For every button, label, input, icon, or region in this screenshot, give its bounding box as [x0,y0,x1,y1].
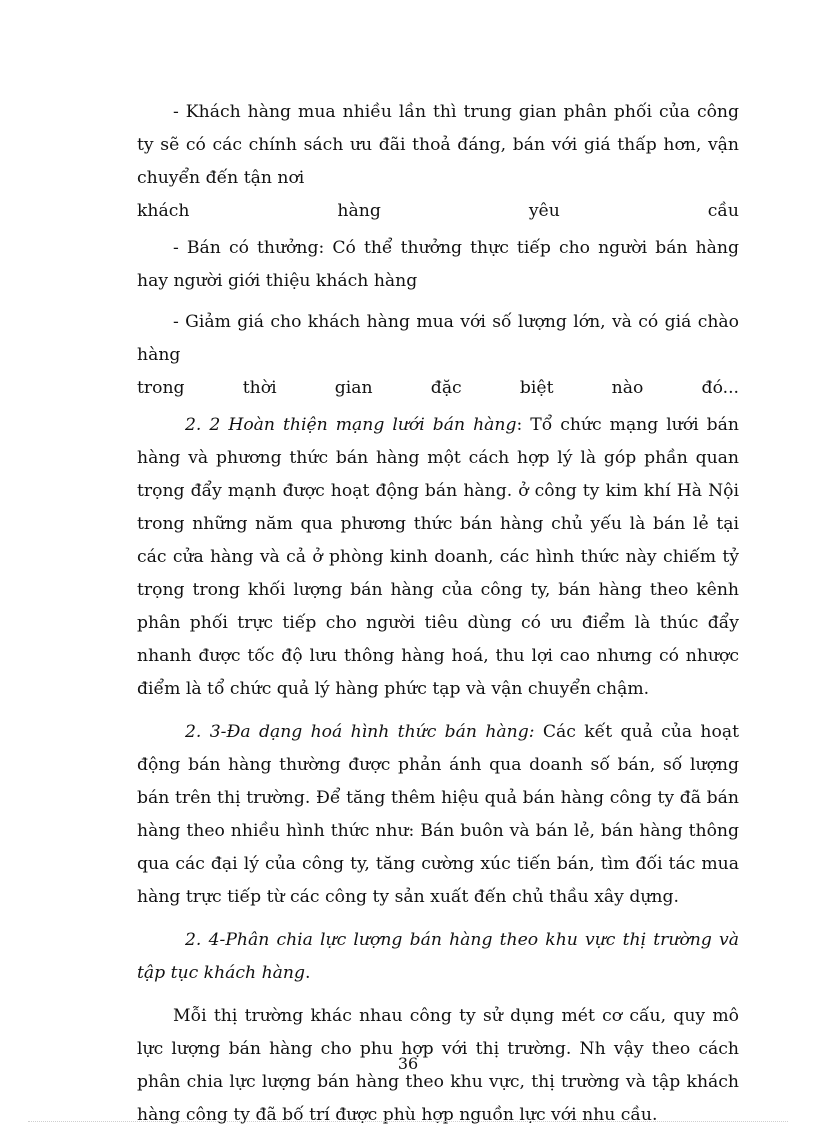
section-2-4-paragraph [137,924,739,990]
paragraph-text: . [304,963,311,983]
section-heading: 2. 4-Phân chia lực lượng bán hàng theo khu vực thị trường và tập tục khách hàng [137,930,739,983]
section-heading: 2. 2 Hoàn thiện mạng lưới bán hàng [185,415,517,435]
paragraph-text: Mỗi thị trường khác nhau công ty sử dụng mét cơ cấu, quy mô lực lượng bán hàng cho phu hợp với thị trường. Nh vậy theo cách phân chia lực lượng bán hàng theo khu vực, thị trường và tập khách hàng công ty đã bố trí được phù hợp nguồn lực với nhu cầu. [137,1006,739,1125]
paragraph-customer-discount-last-line [137,195,739,228]
paragraph-text: Các kết quả của hoạt động bán hàng thường được phản ánh qua doanh số bán, số lượng bán trên thị trường. Để tăng thêm hiệu quả bán hàng công ty đã bán hàng theo nhiều hình thức như: Bán buôn và bán lẻ, bán hàng thông qua các đại lý của công ty, tăng cường xúc tiến bán, tìm đối tác mua hàng trực tiếp từ các công ty sản xuất đến chủ thầu xây dựng. [137,722,739,907]
paragraph-text: - Bán có thưởng: Có thể thưởng thực tiếp cho người bán hàng hay người giới thiệu khách hàng [137,238,739,291]
section-2-2-paragraph [137,409,739,706]
paragraph-text: - Khách hàng mua nhiều lần thì trung gian phân phối của công ty sẽ có các chính sách ưu đãi thoả đáng, bán với giá thấp hơn, vận chuyển đến tận nơi [137,102,739,188]
page-bottom-divider [28,1121,788,1122]
paragraph-text: : Tổ chức mạng lưới bán hàng và phương thức bán hàng một cách hợp lý là góp phần quan trọng đẩy mạnh được hoạt động bán hàng. ở công ty kim khí Hà Nội trong những năm qua phương thức bán hàng chủ yếu là bán lẻ tại các cửa hàng và cả ở phòng kinh doanh, các hình thức này chiếm tỷ trọng trong khối lượng bán hàng của công ty, bán hàng theo kênh phân phối trực tiếp cho người tiêu dùng có ưu điểm là thúc đẩy nhanh được tốc độ lưu thông hàng hoá, thu lợi cao nhưng có nhược điểm là tổ chức quả lý hàng phức tạp và vận chuyển chậm. [137,415,739,699]
page-body [137,96,739,1132]
paragraph-reward-sales [137,232,739,298]
paragraph-text: trong thời gian đặc biệt nào đó... [137,378,739,398]
paragraph-text: - Giảm giá cho khách hàng mua với số lượng lớn, và có giá chào hàng [137,312,739,365]
paragraph-volume-discount [137,306,739,372]
section-2-3-paragraph [137,716,739,914]
paragraph-volume-discount-last-line [137,372,739,405]
paragraph-text: khách hàng yêu cầu [137,201,739,221]
page-number: 36 [397,1054,419,1073]
section-heading: 2. 3-Đa dạng hoá hình thức bán hàng: [185,722,535,742]
paragraph-customer-discount [137,96,739,195]
